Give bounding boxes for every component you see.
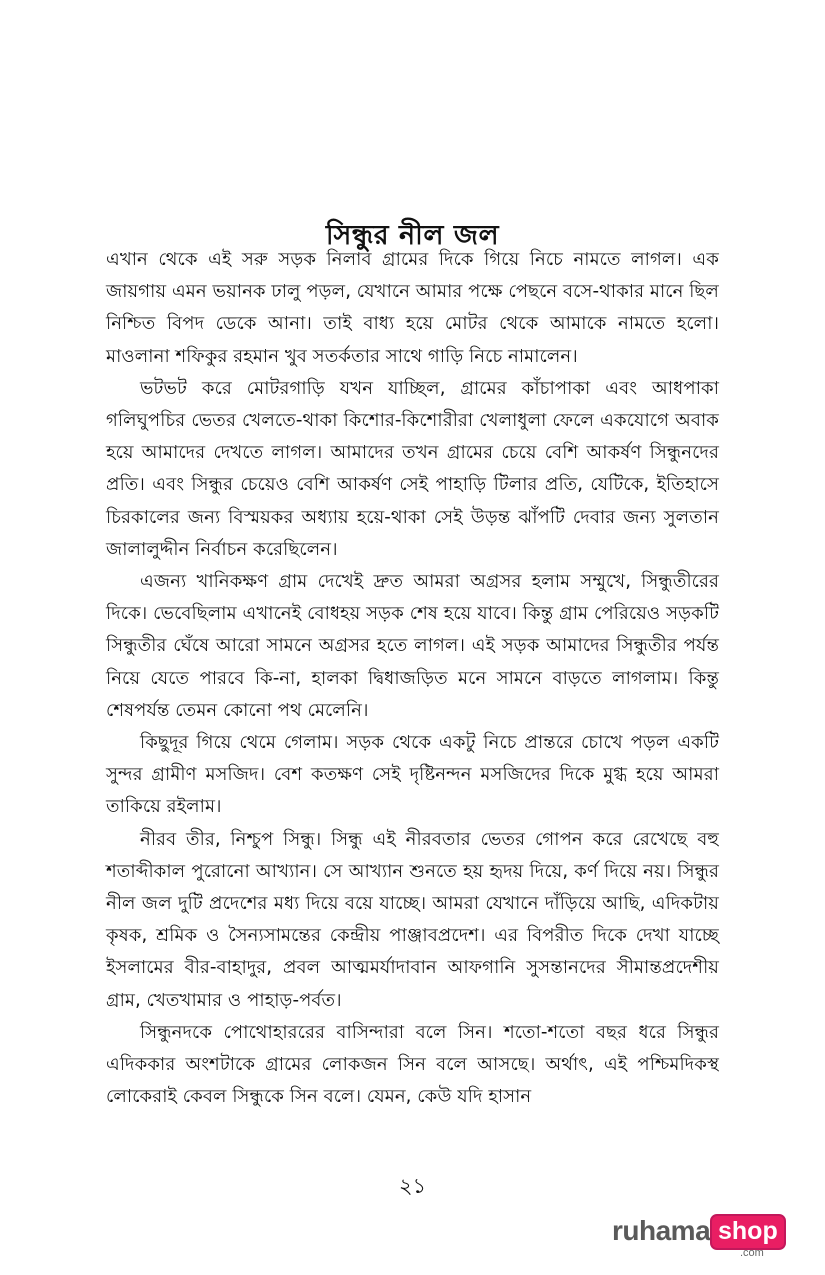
paragraph-5: নীরব তীর, নিশ্চুপ সিন্ধু। সিন্ধু এই নীরবতার ভেতর গোপন করে রেখেছে বহু শতাব্দীকাল পুরোনো আখ্যান। সে আখ্যান শুনতে হয় হৃদয় দিয়ে, কর্ণ দিয়ে নয়। সিন্ধুর নীল জল দুটি প্রদেশের মধ্য দিয়ে বয়ে যাচ্ছে। আমরা যেখানে দাঁড়িয়ে আছি, এদিকটায় কৃষক, শ্রমিক ও সৈন্যসামন্তের কেন্দ্রীয় পাঞ্জাবপ্রদেশ। এর বিপরীত দিকে দেখা যাচ্ছে ইসলামের বীর-বাহাদুর, প্রবল আত্মমর্যাদাবান আফগানি সুসন্তানদের সীমান্তপ্রদেশীয় গ্রাম, খেতখামার ও পাহাড়-পর্বত।: [106, 828, 719, 1011]
paragraph-4: কিছুদূর গিয়ে থেমে গেলাম। সড়ক থেকে একটু নিচে প্রান্তরে চোখে পড়ল একটি সুন্দর গ্রামীণ মসজিদ। বেশ কতক্ষণ সেই দৃষ্টিনন্দন মসজিদের দিকে মুগ্ধ হয়ে আমরা তাকিয়ে রইলাম।: [106, 732, 719, 818]
watermark-brand: ruhama: [612, 1215, 711, 1246]
paragraph-2: ভটভট করে মোটরগাড়ি যখন যাচ্ছিল, গ্রামের কাঁচাপাকা এবং আধপাকা গলিঘুপচির ভেতর খেলতে-থাকা কিশোর-কিশোরীরা খেলাধুলা ফেলে একযোগে অবাক হয়ে আমাদের দেখতে লাগল। আমাদের তখন গ্রামের চেয়ে বেশি আকর্ষণ সিন্ধুনদের প্রতি। এবং সিন্ধুর চেয়েও বেশি আকর্ষণ সেই পাহাড়ি টিলার প্রতি, যেটিকে, ইতিহাসে চিরকালের জন্য বিস্ময়কর অধ্যায় হয়ে-থাকা সেই উড়ন্ত ঝাঁপটি দেবার জন্য সুলতান জালালুদ্দীন নির্বাচন করেছিলেন।: [106, 377, 719, 560]
body-text: [106, 244, 719, 1113]
paragraph-3: এজন্য খানিকক্ষণ গ্রাম দেখেই দ্রুত আমরা অগ্রসর হলাম সম্মুখে, সিন্ধুতীরের দিকে। ভেবেছিলাম এখানেই বোধহয় সড়ক শেষ হয়ে যাবে। কিন্তু গ্রাম পেরিয়েও সড়কটি সিন্ধুতীর ঘেঁষে আরো সামনে অগ্রসর হতে লাগল। এই সড়ক আমাদের সিন্ধুতীর পর্যন্ত নিয়ে যেতে পারবে কি-না, হালকা দ্বিধাজড়িত মনে সামনে বাড়তে লাগলাম। কিন্তু শেষপর্যন্ত তেমন কোনো পথ মেলেনি।: [106, 571, 719, 721]
ruhamashop-watermark-logo: [612, 1211, 782, 1261]
watermark-shop-badge: shop: [710, 1214, 786, 1250]
paragraph-6: সিন্ধুনদকে পোথোহাররের বাসিন্দারা বলে সিন। শতো-শতো বছর ধরে সিন্ধুর এদিককার অংশটাকে গ্রামের লোকজন সিন বলে আসছে। অর্থাৎ, এই পশ্চিমদিকস্থ লোকেরাই কেবল সিন্ধুকে সিন বলে। যেমন, কেউ যদি হাসান: [106, 1021, 719, 1108]
paragraph-1: এখান থেকে এই সরু সড়ক নিলাব গ্রামের দিকে গিয়ে নিচে নামতে লাগল। এক জায়গায় এমন ভয়ানক ঢালু পড়ল, যেখানে আমার পক্ষে পেছনে বসে-থাকার মানে ছিল নিশ্চিত বিপদ ডেকে আনা। তাই বাধ্য হয়ে মোটর থেকে আমাকে নামতে হলো। মাওলানা শফিকুর রহমান খুব সতর্কতার সাথে গাড়ি নিচে নামালেন।: [106, 249, 719, 367]
chapter-title: সিন্ধুর নীল জল: [325, 220, 500, 252]
page-number: ২১: [398, 1174, 427, 1198]
watermark-domain: .com: [740, 1247, 764, 1259]
